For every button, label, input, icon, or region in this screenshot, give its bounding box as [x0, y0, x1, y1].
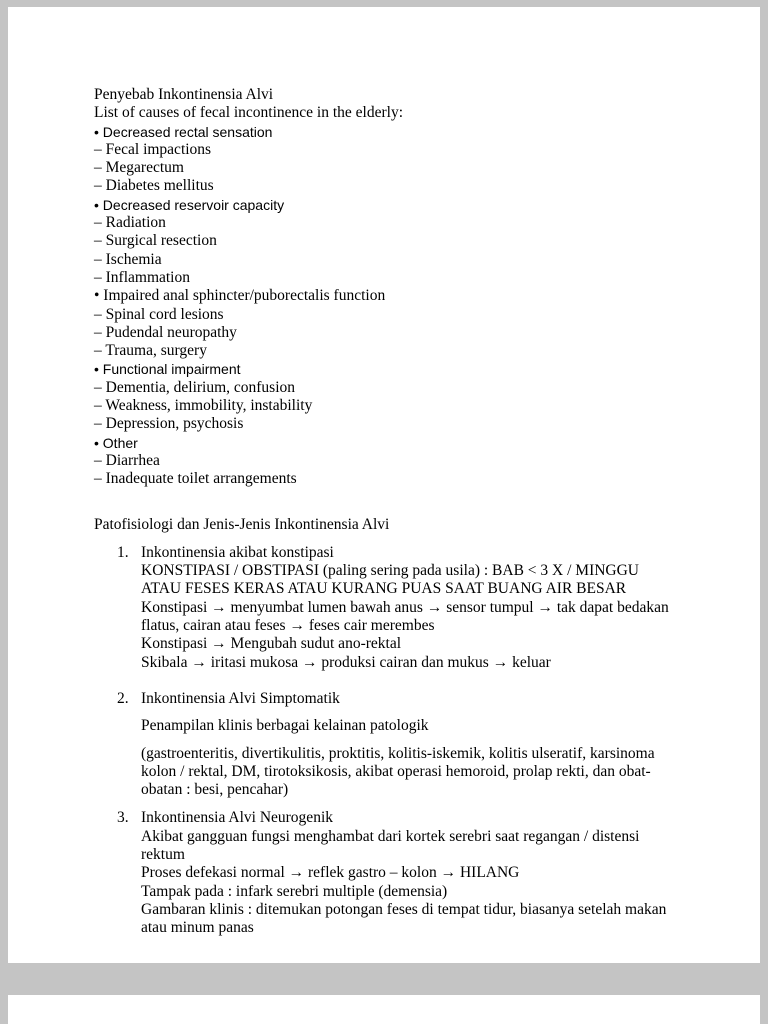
item-paragraph: (gastroenteritis, divertikulitis, proktitis, kolitis-iskemik, kolitis ulseratif, karsinoma kolon / rektal, DM, tirotoksikosis, akibat operasi hemoroid, prolap rekti, dan obat-obatan : besi, pencahar) [141, 744, 655, 799]
item-number: 1. [117, 543, 129, 561]
cause-line: – Ischemia [94, 250, 162, 268]
item-paragraph: Konstipasi → Mengubah sudut ano-rektal [141, 635, 402, 653]
item-paragraph: KONSTIPASI / OBSTIPASI (paling sering pada usila) : BAB < 3 X / MINGGU ATAU FESES KERAS ATAU KURANG PUAS SAAT BUANG AIR BESAR [141, 562, 640, 598]
cause-line: • Decreased rectal sensation [94, 123, 273, 140]
cause-line: – Dementia, delirium, confusion [94, 378, 296, 396]
cause-line: • Impaired anal sphincter/puborectalis function [94, 287, 386, 305]
numbered-item [94, 544, 676, 672]
cause-line: – Spinal cord lesions [94, 305, 224, 323]
item-heading: Inkontinensia Alvi Simptomatik [141, 689, 340, 707]
cause-line: – Weakness, immobility, instability [94, 397, 313, 415]
item-paragraph: Penampilan klinis berbagai kelainan patologik [141, 717, 429, 735]
item-paragraph: Skibala → iritasi mukosa → produksi cairan dan mukus → keluar [141, 653, 551, 671]
cause-line: – Radiation [94, 214, 166, 232]
cause-line: – Surgical resection [94, 232, 217, 250]
item-number: 2. [117, 689, 129, 707]
item-paragraph: Proses defekasi normal → reflek gastro – kolon → HILANG [141, 864, 520, 882]
cause-line: – Inadequate toilet arrangements [94, 470, 297, 488]
document-title: Penyebab Inkontinensia Alvi [94, 86, 274, 103]
next-page-edge [8, 995, 760, 1024]
item-paragraph: Konstipasi → menyumbat lumen bawah anus → sensor tumpul → tak dapat bedakan flatus, cairan atau feses → feses cair merembes [141, 598, 669, 635]
cause-line: – Diarrhea [94, 451, 160, 469]
cause-line: – Diabetes mellitus [94, 177, 214, 195]
cause-line: – Megarectum [94, 159, 184, 177]
cause-line: • Decreased reservoir capacity [94, 196, 285, 213]
cause-line: – Fecal impactions [94, 140, 212, 158]
cause-line: – Pudendal neuropathy [94, 323, 237, 341]
cause-line: • Other [94, 434, 138, 451]
cause-line: – Depression, psychosis [94, 415, 244, 433]
intro-line: List of causes of fecal incontinence in the elderly: [94, 104, 404, 122]
numbered-item [94, 809, 676, 937]
numbered-list [94, 544, 676, 938]
item-paragraph: Tampak pada : infark serebri multiple (demensia) [141, 882, 448, 900]
document-page [8, 7, 760, 963]
cause-line: – Trauma, surgery [94, 342, 207, 360]
item-number: 3. [117, 809, 129, 827]
cause-line: • Functional impairment [94, 361, 241, 378]
numbered-item [94, 690, 676, 799]
item-heading: Inkontinensia akibat konstipasi [141, 543, 334, 561]
item-heading: Inkontinensia Alvi Neurogenik [141, 809, 333, 827]
page-content [8, 7, 760, 937]
section-heading: Patofisiologi dan Jenis-Jenis Inkontinensia Alvi [94, 515, 390, 533]
item-paragraph: Gambaran klinis : ditemukan potongan feses di tempat tidur, biasanya setelah makan atau minum panas [141, 900, 667, 937]
cause-line: – Inflammation [94, 268, 190, 286]
item-paragraph: Akibat gangguan fungsi menghambat dari kortek serebri saat regangan / distensi rektum [141, 827, 640, 863]
